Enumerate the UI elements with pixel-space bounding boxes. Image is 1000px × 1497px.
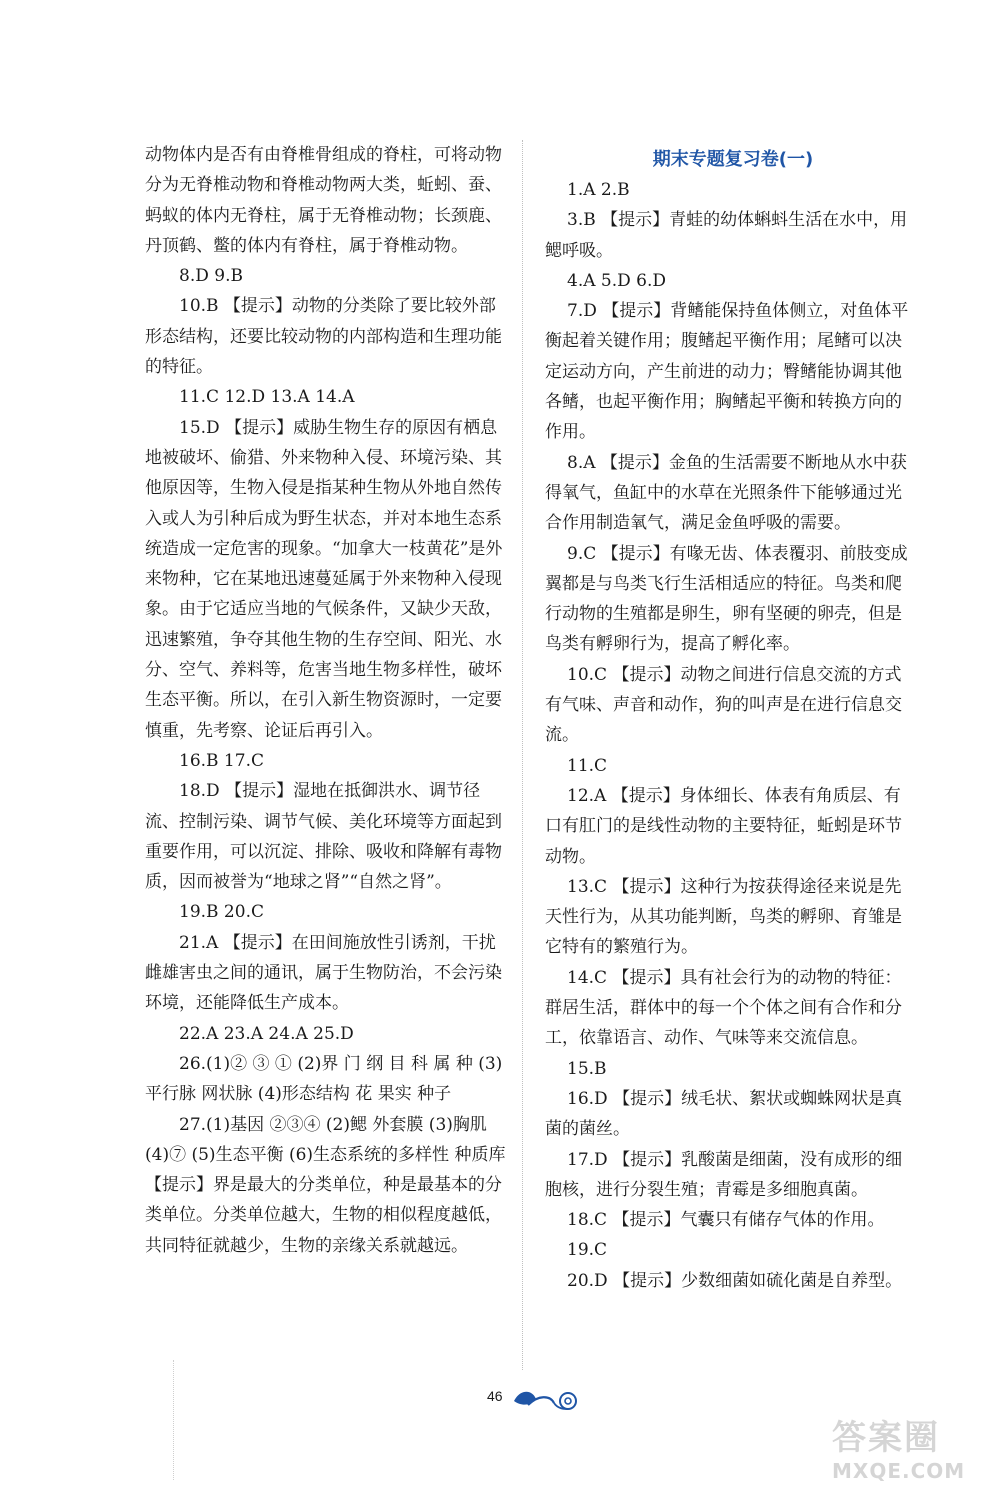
page-number: 46 xyxy=(487,1388,503,1404)
answer-paragraph: 22.A 23.A 24.A 25.D xyxy=(179,1023,354,1044)
answer-paragraph: 14.C 【提示】具有社会行为的动物的特征：群居生活，群体中的每一个个体之间有合作和分工，依靠语言、动作、气味等来交流信息。 xyxy=(545,967,902,1049)
answer-paragraph: 13.C 【提示】这种行为按获得途径来说是先天性行为，从其功能判断，鸟类的孵卵、育雏是它特有的繁殖行为。 xyxy=(545,876,902,958)
answer-paragraph: 10.C 【提示】动物之间进行信息交流的方式有气味、声音和动作，狗的叫声是在进行信息交流。 xyxy=(545,664,902,746)
answer-paragraph: 7.D 【提示】背鳍能保持鱼体侧立，对鱼体平衡起着关键作用；腹鳍起平衡作用；尾鳍可以决定运动方向，产生前进的动力；臀鳍能协调其他各鳍，也起平衡作用；胸鳍起平衡和转换方向的作用。 xyxy=(545,301,909,443)
answer-paragraph: 19.B 20.C xyxy=(179,902,264,923)
answer-paragraph: 1.A 2.B xyxy=(567,180,630,200)
answer-paragraph: 15.B xyxy=(567,1058,607,1079)
right-column xyxy=(545,145,911,1296)
answer-paragraph: 18.C 【提示】气囊只有储存气体的作用。 xyxy=(567,1210,885,1231)
answer-paragraph: 16.D 【提示】绒毛状、絮状或蜘蛛网状是真菌的菌丝。 xyxy=(545,1088,903,1140)
answer-paragraph: 8.D 9.B xyxy=(179,266,243,287)
answer-paragraph: 26.(1)② ③ ① (2)界 门 纲 目 科 属 种 (3)平行脉 网状脉 (4)形态结构 花 果实 种子 xyxy=(145,1053,503,1105)
scan-edge-mark xyxy=(173,1360,174,1480)
answer-paragraph: 10.B 【提示】动物的分类除了要比较外部形态结构，还要比较动物的内部构造和生理功能的特征。 xyxy=(145,296,502,378)
answer-paragraph: 16.B 17.C xyxy=(179,750,264,771)
answer-paragraph: 21.A 【提示】在田间施放性引诱剂，干扰雌雄害虫之间的通讯，属于生物防治，不会污染环境，还能降低生产成本。 xyxy=(145,932,502,1014)
left-column xyxy=(145,140,511,1261)
answer-paragraph: 3.B 【提示】青蛙的幼体蝌蚪生活在水中，用鳃呼吸。 xyxy=(545,210,908,261)
answer-paragraph: 动物体内是否有由脊椎骨组成的脊柱，可将动物分为无脊椎动物和脊椎动物两大类，蚯蚓、蚕、蚂蚁的体内无脊柱，属于无脊椎动物；长颈鹿、丹顶鹤、鳖的体内有脊柱，属于脊椎动物。 xyxy=(145,145,502,256)
watermark-bottom: MXQE.COM xyxy=(832,1459,966,1483)
answer-paragraph: 9.C 【提示】有喙无齿、体表覆羽、前肢变成翼都是与鸟类飞行生活相适应的特征。鸟类和爬行动物的生殖都是卵生，卵有坚硬的卵壳，但是鸟类有孵卵行为，提高了孵化率。 xyxy=(545,543,908,655)
watermark-top: 答案圈 xyxy=(832,1418,940,1458)
answer-paragraph: 11.C xyxy=(567,755,608,776)
leaf-swirl-ornament-icon xyxy=(510,1383,600,1417)
answer-paragraph: 8.A 【提示】金鱼的生活需要不断地从水中获得氧气，鱼缸中的水草在光照条件下能够通过光合作用制造氧气，满足金鱼呼吸的需要。 xyxy=(545,452,907,534)
answer-paragraph: 27.(1)基因 ②③④ (2)鳃 外套膜 (3)胸肌 (4)⑦ (5)生态平衡 (6)生态系统的多样性 种质库 【提示】界是最大的分类单位，种是最基本的分类单位。分类单位越大，生物的相似程度越低，共同特征就越少，生物的亲缘关系就越远。 xyxy=(145,1114,506,1256)
section-title: 期末专题复习卷(一) xyxy=(652,149,814,170)
watermark-logo xyxy=(832,1410,992,1490)
answer-paragraph: 20.D 【提示】少数细菌如硫化菌是自养型。 xyxy=(567,1270,903,1291)
answer-paragraph: 19.C xyxy=(567,1240,608,1261)
answer-paragraph: 4.A 5.D 6.D xyxy=(567,270,667,291)
answer-paragraph: 11.C 12.D 13.A 14.A xyxy=(179,387,355,408)
answer-paragraph: 18.D 【提示】湿地在抵御洪水、调节径流、控制污染、调节气候、美化环境等方面起到重要作用，可以沉淀、排除、吸收和降解有毒物质，因而被誉为“地球之肾”“自然之肾”。 xyxy=(145,781,502,893)
answer-paragraph: 17.D 【提示】乳酸菌是细菌，没有成形的细胞核，进行分裂生殖；青霉是多细胞真菌。 xyxy=(545,1149,903,1200)
answer-paragraph: 12.A 【提示】身体细长、体表有角质层、有口有肛门的是线性动物的主要特征，蚯蚓是环节动物。 xyxy=(545,785,902,867)
answer-paragraph: 15.D 【提示】威胁生物生存的原因有栖息地被破坏、偷猎、外来物种入侵、环境污染、其他原因等，生物入侵是指某种生物从外地自然传入或人为引种后成为野生状态，并对本地生态系统造成一定危害的现象。“加拿大一枝黄花”是外来物种，它在某地迅速蔓延属于外来物种入侵现象。由于它适应当地的气候条件，又缺少天敌，迅速繁殖，争夺其他生物的生存空间、阳光、水分、空气、养料等，危害当地生物多样性，破坏生态平衡。所以，在引入新生物资源时，一定要慎重，先考察、论证后再引入。 xyxy=(145,417,503,741)
column-divider xyxy=(522,140,523,1370)
